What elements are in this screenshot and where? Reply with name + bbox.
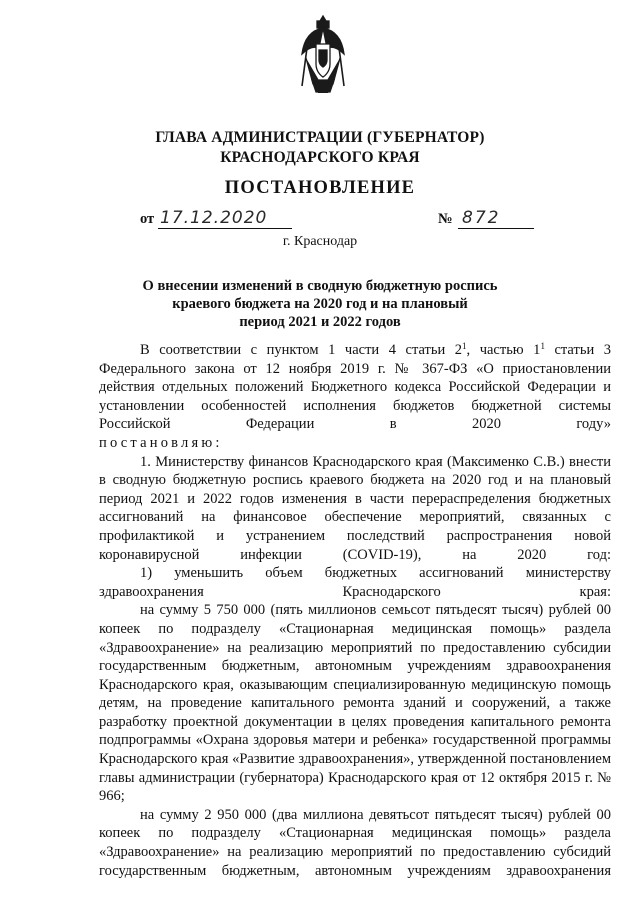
- preamble-sup-1: 1: [462, 341, 467, 351]
- paragraph-amount-1: на сумму 5 750 000 (пять миллионов семьсот пятьдесят тысяч) рублей 00 копеек по подразделу «Стационарная медицинская помощь» раздела «Здравоохранение» на реализацию мероприятий по предоставлению субсидии государственным бюджетным, автономным учреждениям здравоохранения Краснодарского края, оказывающим специализированную медицинскую помощь детям, на проведение капитального ремонта зданий и сооружений, а также разработку проектной документации в целях проведения капитального ремонта подпрограммы «Охрана здоровья матери и ребенка» государственной программы Краснодарского края «Развитие здравоохранения», утвержденной постановлением главы администрации (губернатора) Краснодарского края от 12 октября 2015 г. № 966;: [99, 602, 611, 805]
- preamble-paragraph: [99, 341, 611, 434]
- paragraph-1-1: 1) уменьшить объем бюджетных ассигнований министерству здравоохранения Краснодарского края:: [99, 565, 611, 600]
- date-value: 17.12.2020: [158, 208, 292, 229]
- number-prefix: №: [438, 211, 453, 227]
- preamble-text-a: В соответствии с пунктом 1 части 4 статьи 2: [140, 342, 463, 358]
- authority-line-1: ГЛАВА АДМИНИСТРАЦИИ (ГУБЕРНАТОР): [155, 129, 485, 146]
- preamble-sup-2: 1: [540, 341, 545, 351]
- coat-of-arms-emblem: [298, 14, 348, 98]
- authority-line-2: КРАСНОДАРСКОГО КРАЯ: [220, 149, 420, 166]
- date-number-row: [140, 208, 540, 232]
- title-line-2: краевого бюджета на 2020 год и на плановый: [172, 296, 468, 312]
- paragraph-1: 1. Министерству финансов Краснодарского края (Максименко С.В.) внести в сводную бюджетную роспись краевого бюджета на 2020 год и на плановый период 2021 и 2022 годов изменения в части перераспределения бюджетных ассигнований на финансовое обеспечение мероприятий, связанных с профилактикой и устранением последствий распространения новой коронавирусной инфекции (COVID-19), на 2020 год:: [99, 453, 611, 563]
- preamble-text-b: , частью 1: [466, 342, 541, 358]
- document-body: [99, 341, 611, 880]
- paragraph-amount-2: на сумму 2 950 000 (два миллиона девятьсот пятьдесят тысяч) рублей 00 копеек по подразделу «Стационарная медицинская помощь» раздела «Здравоохранение» на реализацию мероприятий по предоставлению субсидий государственным бюджетным, автономным учреждениям здравоохранения: [99, 806, 611, 879]
- number-value: 872: [458, 208, 534, 229]
- city: г. Краснодар: [282, 234, 358, 249]
- title-line-3: период 2021 и 2022 годов: [239, 314, 401, 330]
- title-line-1: О внесении изменений в сводную бюджетную роспись: [142, 278, 498, 294]
- document-type-heading: ПОСТАНОВЛЕНИЕ: [224, 178, 416, 198]
- preamble-text-c: статьи 3 Федерального закона от 12 ноября 2019 г. № 367-ФЗ «О приостановлении действия отдельных положений Бюджетного кодекса Российской Федерации и установлении особенностей исполнения бюджетов бюджетной системы Российской Федерации в 2020 году»: [99, 342, 611, 433]
- date-prefix: от: [140, 211, 155, 227]
- authority-heading: [0, 128, 640, 168]
- document-title: [0, 277, 640, 331]
- resolve-word: постановляю:: [99, 434, 223, 451]
